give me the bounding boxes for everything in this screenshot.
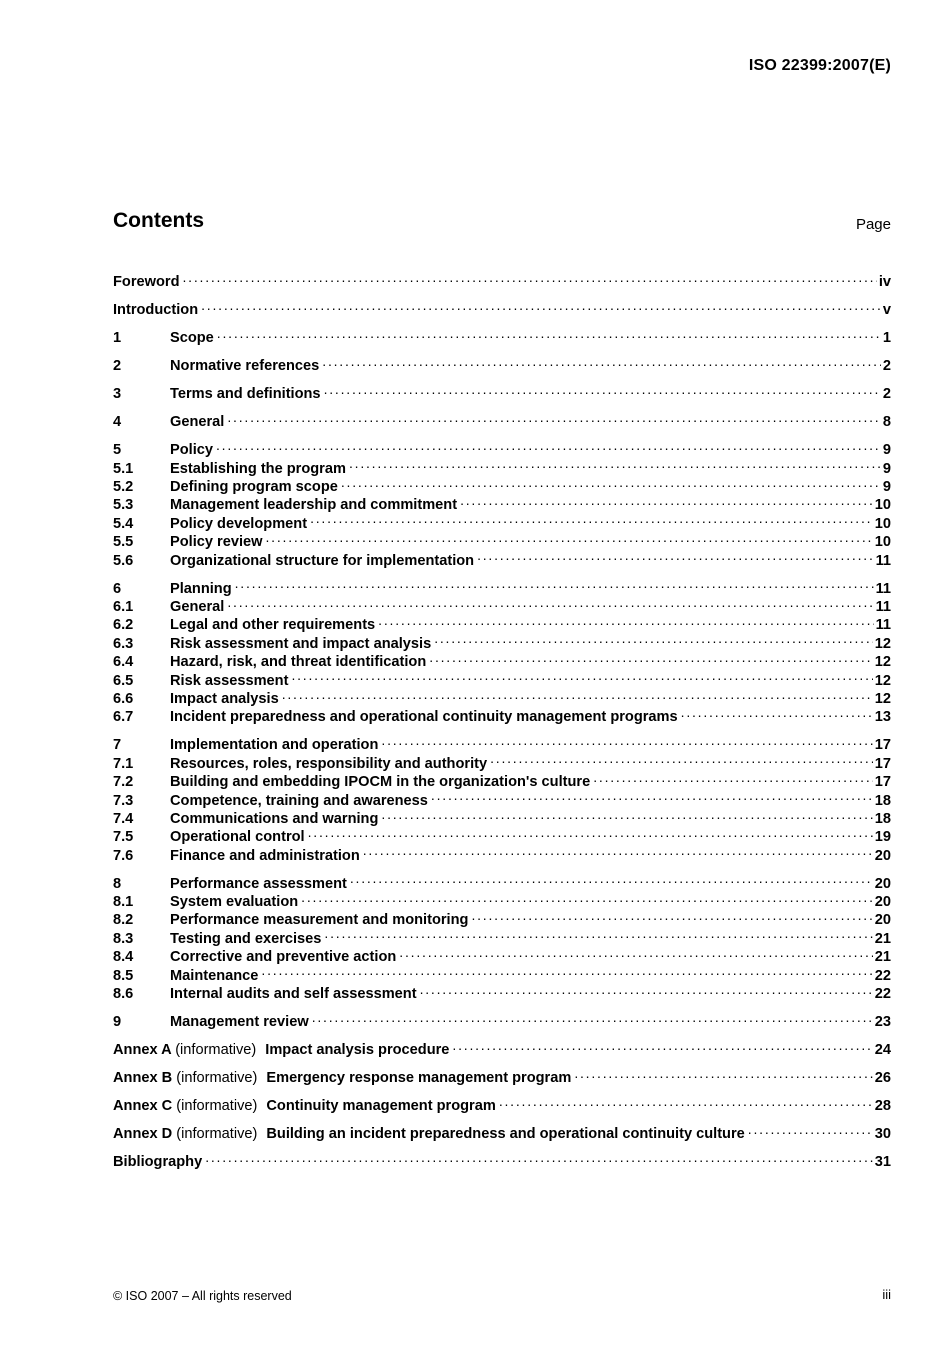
toc-entry-title[interactable]: Foreword xyxy=(113,274,180,291)
toc-page-number[interactable]: 30 xyxy=(874,1125,891,1142)
annex-label xyxy=(113,1041,256,1059)
toc-page-number[interactable]: 18 xyxy=(874,792,891,809)
toc-page-number[interactable]: 2 xyxy=(882,358,891,375)
toc-page-number[interactable]: 1 xyxy=(882,330,891,347)
dot-leader xyxy=(227,593,873,611)
document-id: ISO 22399:2007(E) xyxy=(748,57,891,74)
dot-leader xyxy=(452,1036,872,1054)
toc-section-number: 8 xyxy=(113,875,122,892)
annex-informative: (informative) xyxy=(176,1125,258,1142)
annex-informative: (informative) xyxy=(176,1069,258,1086)
toc-page-number[interactable]: 12 xyxy=(874,672,891,689)
dot-leader xyxy=(312,1008,873,1026)
toc-entry-title[interactable]: General xyxy=(170,414,225,431)
toc-entry-title[interactable]: General xyxy=(170,599,225,616)
annex-id: Annex D xyxy=(113,1125,173,1142)
toc-entry-title[interactable]: Risk assessment and impact analysis xyxy=(170,635,432,652)
annex-label xyxy=(113,1097,257,1115)
toc-entry-title[interactable]: Resources, roles, responsibility and authority xyxy=(170,755,488,772)
toc-page-number[interactable]: 17 xyxy=(874,737,891,754)
toc-page-number[interactable]: 17 xyxy=(874,755,891,772)
toc-entry-title[interactable]: Maintenance xyxy=(170,967,259,984)
toc-section-number: 7.3 xyxy=(113,792,134,809)
toc-entry-title[interactable]: Policy development xyxy=(170,515,308,532)
dot-leader xyxy=(471,906,872,924)
toc-page-number[interactable]: 11 xyxy=(875,580,891,597)
dot-leader xyxy=(235,574,874,592)
dot-leader xyxy=(593,768,873,786)
toc-page-number[interactable]: 11 xyxy=(875,617,891,634)
toc-entry-title[interactable]: Terms and definitions xyxy=(170,386,321,403)
dot-leader xyxy=(291,666,872,684)
toc-section-number: 7.6 xyxy=(113,847,134,864)
toc-section-number: 5 xyxy=(113,442,122,459)
toc-page-number[interactable]: iv xyxy=(878,274,891,291)
toc-entry-title[interactable]: Continuity management program xyxy=(266,1097,496,1114)
dot-leader xyxy=(301,888,873,906)
toc-entry-title[interactable]: Establishing the program xyxy=(170,460,346,477)
toc-section-number: 8.5 xyxy=(113,967,134,984)
annex-informative: (informative) xyxy=(176,1097,258,1114)
toc-page-number[interactable]: 13 xyxy=(874,709,891,726)
toc-section-number: 3 xyxy=(113,386,122,403)
dot-leader xyxy=(490,749,873,767)
dot-leader xyxy=(434,629,873,647)
toc-entry-title[interactable]: Risk assessment xyxy=(170,672,289,689)
toc-section-number: 2 xyxy=(113,358,122,375)
toc-section-number: 5.3 xyxy=(113,497,134,514)
toc-section-number: 6.1 xyxy=(113,599,134,616)
toc-entry-title[interactable]: Competence, training and awareness xyxy=(170,792,428,809)
dot-leader xyxy=(499,1092,873,1110)
toc-section-number: 6.2 xyxy=(113,617,134,634)
toc-entry-title[interactable]: Communications and warning xyxy=(170,810,379,827)
toc-page-number[interactable]: v xyxy=(882,302,891,319)
toc-page-number[interactable]: 18 xyxy=(874,810,891,827)
dot-leader xyxy=(477,546,873,564)
toc-page-number[interactable]: 11 xyxy=(875,552,891,569)
dot-leader xyxy=(282,685,873,703)
toc-section-number: 5.4 xyxy=(113,515,134,532)
toc-page-number[interactable]: 11 xyxy=(875,599,891,616)
toc-entry[interactable] xyxy=(113,1036,891,1058)
toc-section-number: 6.7 xyxy=(113,709,134,726)
page-number: iii xyxy=(882,1287,891,1302)
dot-leader xyxy=(574,1064,872,1082)
dot-leader xyxy=(460,491,873,509)
dot-leader xyxy=(350,869,873,887)
toc-entry-title[interactable]: Bibliography xyxy=(113,1153,203,1170)
toc-section-number: 7.1 xyxy=(113,755,134,772)
contents-title: Contents xyxy=(113,209,204,232)
page-column-label: Page xyxy=(855,216,891,233)
toc-page-number[interactable]: 28 xyxy=(874,1097,891,1114)
toc-entry[interactable] xyxy=(113,1092,891,1114)
toc-entry-title[interactable]: Operational control xyxy=(170,829,305,846)
toc-section-number: 6.3 xyxy=(113,635,134,652)
toc-page-number[interactable]: 9 xyxy=(882,442,891,459)
toc-page-number[interactable]: 17 xyxy=(874,774,891,791)
toc-page-number[interactable]: 10 xyxy=(874,497,891,514)
toc-entry-title[interactable]: Policy xyxy=(170,442,213,459)
annex-id: Annex A xyxy=(113,1041,172,1058)
toc-entry-title[interactable]: Testing and exercises xyxy=(170,930,322,947)
toc-entry-title[interactable]: Impact analysis procedure xyxy=(265,1041,450,1058)
toc-entry[interactable] xyxy=(113,1008,891,1030)
dot-leader xyxy=(363,841,873,859)
dot-leader xyxy=(324,924,872,942)
toc-section-number: 8.4 xyxy=(113,949,134,966)
toc-page-number[interactable]: 2 xyxy=(882,386,891,403)
toc-section-number: 7.2 xyxy=(113,774,134,791)
toc-entry[interactable] xyxy=(113,324,891,347)
toc-entry-title[interactable]: Building and embedding IPOCM in the organization's culture xyxy=(170,774,591,791)
toc-entry-title[interactable]: Building an incident preparedness and operational continuity culture xyxy=(266,1125,745,1142)
table-of-contents xyxy=(113,268,891,1170)
dot-leader xyxy=(349,454,881,472)
toc-entry[interactable] xyxy=(113,454,891,477)
toc-entry-title[interactable]: Policy review xyxy=(170,534,263,551)
toc-entry[interactable] xyxy=(113,869,891,892)
toc-page-number[interactable]: 26 xyxy=(874,1069,891,1086)
toc-entry-title[interactable]: Management leadership and commitment xyxy=(170,497,458,514)
toc-entry[interactable] xyxy=(113,1064,891,1086)
toc-entry[interactable] xyxy=(113,574,891,597)
toc-page-number[interactable]: 22 xyxy=(874,967,891,984)
dot-leader xyxy=(681,703,873,721)
toc-section-number: 8.1 xyxy=(113,894,134,911)
dot-leader xyxy=(381,805,872,823)
dot-leader xyxy=(429,648,873,666)
toc-entry-title[interactable]: System evaluation xyxy=(170,894,299,911)
toc-page-number[interactable]: 12 xyxy=(874,654,891,671)
toc-page-number[interactable]: 10 xyxy=(874,515,891,532)
toc-entry-title[interactable]: Hazard, risk, and threat identification xyxy=(170,654,427,671)
toc-entry-title[interactable]: Planning xyxy=(170,580,232,597)
toc-page-number[interactable]: 20 xyxy=(874,847,891,864)
toc-section-number: 8.3 xyxy=(113,930,134,947)
toc-page-number[interactable]: 21 xyxy=(874,930,891,947)
toc-page-number[interactable]: 20 xyxy=(874,875,891,892)
toc-section-number: 9 xyxy=(113,1014,122,1030)
annex-id: Annex B xyxy=(113,1069,173,1086)
toc-section-number: 8.2 xyxy=(113,912,134,929)
toc-page-number[interactable]: 9 xyxy=(882,479,891,496)
toc-entry[interactable] xyxy=(113,380,891,403)
dot-leader xyxy=(308,823,873,841)
toc-section-number: 6 xyxy=(113,580,122,597)
toc-page-number[interactable]: 20 xyxy=(874,894,891,911)
toc-entry[interactable] xyxy=(113,408,891,431)
dot-leader xyxy=(378,611,873,629)
toc-section-number: 5.5 xyxy=(113,534,134,551)
toc-page-number[interactable]: 9 xyxy=(882,460,891,477)
dot-leader xyxy=(261,961,872,979)
annex-informative: (informative) xyxy=(175,1041,257,1058)
toc-entry[interactable] xyxy=(113,1120,891,1142)
toc-entry-title[interactable]: Management review xyxy=(170,1014,309,1030)
toc-entry-title[interactable]: Scope xyxy=(170,330,214,347)
toc-entry-title[interactable]: Normative references xyxy=(170,358,320,375)
toc-entry-title[interactable]: Emergency response management program xyxy=(266,1069,572,1086)
toc-page-number[interactable]: 23 xyxy=(874,1014,891,1030)
dot-leader xyxy=(205,1148,873,1166)
toc-entry-title[interactable]: Performance assessment xyxy=(170,875,347,892)
toc-entry[interactable] xyxy=(113,268,891,291)
dot-leader xyxy=(431,786,873,804)
toc-page-number[interactable]: 12 xyxy=(874,635,891,652)
toc-section-number: 5.2 xyxy=(113,479,134,496)
dot-leader xyxy=(217,324,881,342)
copyright-notice: © ISO 2007 – All rights reserved xyxy=(113,1289,292,1303)
toc-entry-title[interactable]: Implementation and operation xyxy=(170,737,379,754)
annex-id: Annex C xyxy=(113,1097,173,1114)
toc-section-number: 5.1 xyxy=(113,460,134,477)
dot-leader xyxy=(182,268,876,286)
dot-leader xyxy=(399,943,872,961)
annex-label xyxy=(113,1125,257,1143)
toc-section-number: 7.4 xyxy=(113,810,134,827)
toc-page-number[interactable]: 31 xyxy=(874,1153,891,1170)
toc-section-number: 5.6 xyxy=(113,552,134,569)
toc-entry[interactable] xyxy=(113,611,891,634)
toc-section-number: 6.6 xyxy=(113,690,134,707)
toc-section-number: 7 xyxy=(113,737,122,754)
dot-leader xyxy=(381,731,872,749)
dot-leader xyxy=(324,380,881,398)
toc-section-number: 8.6 xyxy=(113,986,134,1003)
toc-entry[interactable] xyxy=(113,593,891,616)
toc-entry[interactable] xyxy=(113,352,891,375)
toc-page-number[interactable]: 10 xyxy=(874,534,891,551)
toc-section-number: 6.4 xyxy=(113,654,134,671)
toc-entry-title[interactable]: Incident preparedness and operational continuity management programs xyxy=(170,709,678,726)
toc-page-number[interactable]: 20 xyxy=(874,912,891,929)
dot-leader xyxy=(216,436,881,454)
toc-entry-title[interactable]: Corrective and preventive action xyxy=(170,949,397,966)
toc-entry[interactable] xyxy=(113,436,891,459)
toc-page-number[interactable]: 8 xyxy=(882,414,891,431)
toc-section-number: 1 xyxy=(113,330,122,347)
toc-section-number: 4 xyxy=(113,414,122,431)
dot-leader xyxy=(341,473,881,491)
toc-entry-title[interactable]: Organizational structure for implementation xyxy=(170,552,475,569)
toc-entry[interactable] xyxy=(113,731,891,754)
toc-page-number[interactable]: 19 xyxy=(874,829,891,846)
toc-entry[interactable] xyxy=(113,1148,891,1170)
dot-leader xyxy=(310,509,873,527)
toc-page-number[interactable]: 12 xyxy=(874,690,891,707)
dot-leader xyxy=(420,980,873,998)
dot-leader xyxy=(748,1120,873,1138)
toc-page-number[interactable]: 21 xyxy=(874,949,891,966)
toc-entry-title[interactable]: Finance and administration xyxy=(170,847,360,864)
toc-entry-title[interactable]: Impact analysis xyxy=(170,690,279,707)
toc-section-number: 6.5 xyxy=(113,672,134,689)
toc-page-number[interactable]: 24 xyxy=(874,1041,891,1058)
dot-leader xyxy=(265,528,872,546)
toc-entry[interactable] xyxy=(113,296,891,319)
toc-page-number[interactable]: 22 xyxy=(874,986,891,1003)
dot-leader xyxy=(201,296,881,314)
dot-leader xyxy=(322,352,881,370)
toc-entry-title[interactable]: Introduction xyxy=(113,302,199,319)
toc-entry-title[interactable]: Legal and other requirements xyxy=(170,617,376,634)
dot-leader xyxy=(227,408,881,426)
toc-entry-title[interactable]: Performance measurement and monitoring xyxy=(170,912,469,929)
toc-entry-title[interactable]: Defining program scope xyxy=(170,479,338,496)
toc-section-number: 7.5 xyxy=(113,829,134,846)
annex-label xyxy=(113,1069,257,1087)
toc-entry-title[interactable]: Internal audits and self assessment xyxy=(170,986,417,1003)
